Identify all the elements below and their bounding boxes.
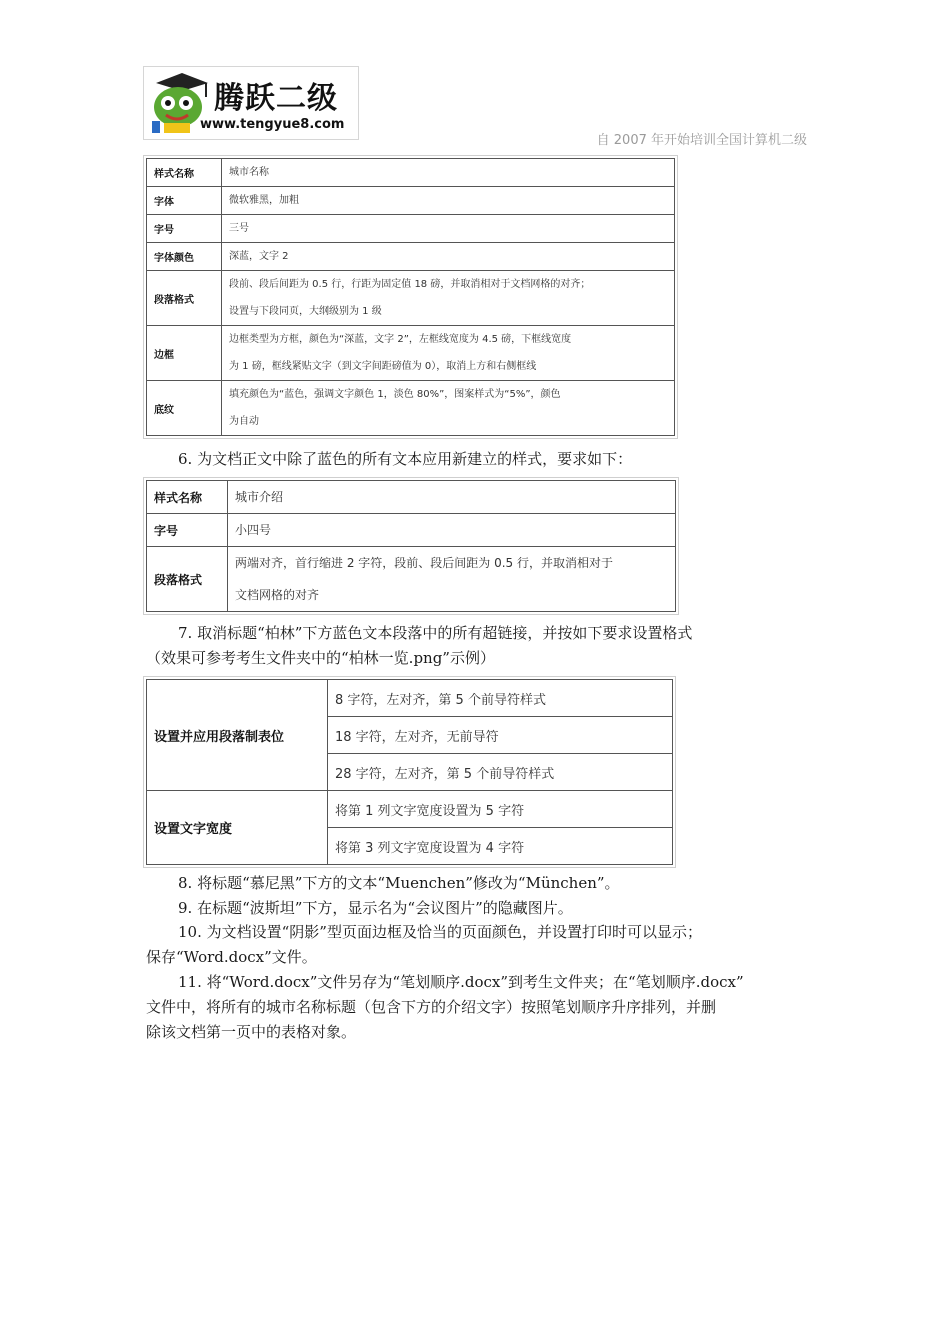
table-value-line: 填充颜色为“蓝色，强调文字颜色 1，淡色 80%”，图案样式为“5%”，颜色 (229, 389, 561, 400)
paragraph-item-11-line2: 文件中，将所有的城市名称标题（包含下方的介绍文字）按照笔划顺序升序排列，并删 (146, 998, 717, 1016)
table-key-cell: 段落格式 (147, 271, 222, 326)
table-row (147, 187, 675, 215)
table-value-line: 三号 (229, 223, 249, 234)
logo-url-text: www.tengyue8.com (200, 117, 345, 132)
table-key-cell: 字号 (147, 215, 222, 243)
table-value-line: 边框类型为方框，颜色为“深蓝，文字 2”，左框线宽度为 4.5 磅，下框线宽度 (229, 334, 572, 345)
table-value-cell (228, 547, 676, 612)
paragraph-item-7-line1: 7. 取消标题“柏林”下方蓝色文本段落中的所有超链接，并按如下要求设置格式 (178, 624, 693, 642)
table-value-line: 为自动 (229, 416, 259, 427)
table-row (147, 243, 675, 271)
table-key-cell: 字号 (147, 514, 228, 547)
style-table-city-name (146, 158, 675, 436)
table-row (147, 514, 676, 547)
table-row (147, 215, 675, 243)
table-value-line: 两端对齐，首行缩进 2 字符，段前、段后间距为 0.5 行，并取消相对于 (235, 556, 613, 570)
table-value-cell (228, 481, 676, 514)
table-value-cell: 28 字符，左对齐，第 5 个前导符样式 (328, 754, 673, 791)
table-value-cell (222, 243, 675, 271)
table-key-cell: 样式名称 (147, 481, 228, 514)
paragraph-item-10-line1: 10. 为文档设置“阴影”型页面边框及恰当的页面颜色，并设置打印时可以显示； (178, 923, 702, 941)
table-row (147, 680, 673, 717)
table-key-cell: 样式名称 (147, 159, 222, 187)
table-key-cell: 字体颜色 (147, 243, 222, 271)
table-row (147, 326, 675, 381)
table-value-cell: 18 字符，左对齐，无前导符 (328, 717, 673, 754)
table-key-cell: 设置并应用段落制表位 (147, 680, 328, 791)
table-value-cell (222, 271, 675, 326)
table-row (147, 791, 673, 828)
table-value-cell (222, 159, 675, 187)
paragraph-item-7-line2: （效果可参考考生文件夹中的“柏林一览.png”示例） (146, 649, 495, 667)
table-value-line: 城市名称 (229, 167, 269, 178)
table-key-cell: 底纹 (147, 381, 222, 436)
table-value-line: 城市介绍 (235, 490, 284, 504)
table-key-cell: 字体 (147, 187, 222, 215)
table-value-cell: 8 字符，左对齐，第 5 个前导符样式 (328, 680, 673, 717)
table-value-line: 文档网格的对齐 (235, 588, 320, 602)
tab-stop-table (146, 679, 673, 865)
paragraph-item-11-line3: 除该文档第一页中的表格对象。 (146, 1023, 357, 1041)
table-value-cell (222, 381, 675, 436)
table-value-line: 微软雅黑，加粗 (229, 195, 299, 206)
table-row (147, 159, 675, 187)
table-row (147, 547, 676, 612)
table-value-line: 为 1 磅，框线紧贴文字（到文字间距磅值为 0），取消上方和右侧框线 (229, 361, 537, 372)
paragraph-item-11-line1: 11. 将“Word.docx”文件另存为“笔划顺序.docx”到考生文件夹；在“笔划顺序.docx” (178, 973, 744, 991)
table-key-cell: 边框 (147, 326, 222, 381)
style-table-city-intro (146, 480, 676, 612)
header-tagline: 自 2007 年开始培训全国计算机二级 (596, 133, 807, 148)
paragraph-item-10-line2: 保存“Word.docx”文件。 (146, 948, 317, 966)
table-value-line: 深蓝，文字 2 (229, 251, 289, 262)
table-key-cell: 段落格式 (147, 547, 228, 612)
logo (143, 66, 359, 140)
table-value-cell: 将第 1 列文字宽度设置为 5 字符 (328, 791, 673, 828)
table-value-cell (222, 326, 675, 381)
table-value-cell (222, 215, 675, 243)
table-value-line: 段前、段后间距为 0.5 行，行距为固定值 18 磅，并取消相对于文档网格的对齐； (229, 279, 591, 290)
logo-brand-text: 腾跃二级 (214, 81, 338, 116)
table-row (147, 381, 675, 436)
table-row (147, 481, 676, 514)
paragraph-item-9: 9. 在标题“波斯坦”下方，显示名为“会议图片”的隐藏图片。 (178, 899, 573, 917)
table-row (147, 271, 675, 326)
paragraph-item-8: 8. 将标题“慕尼黑”下方的文本“Muenchen”修改为“München”。 (178, 874, 620, 892)
table-value-line: 设置与下段同页，大纲级别为 1 级 (229, 306, 382, 317)
table-value-cell (222, 187, 675, 215)
table-value-line: 小四号 (235, 523, 272, 537)
table-value-cell (228, 514, 676, 547)
paragraph-item-6: 6. 为文档正文中除了蓝色的所有文本应用新建立的样式，要求如下： (178, 450, 633, 468)
table-key-cell: 设置文字宽度 (147, 791, 328, 865)
table-value-cell: 将第 3 列文字宽度设置为 4 字符 (328, 828, 673, 865)
